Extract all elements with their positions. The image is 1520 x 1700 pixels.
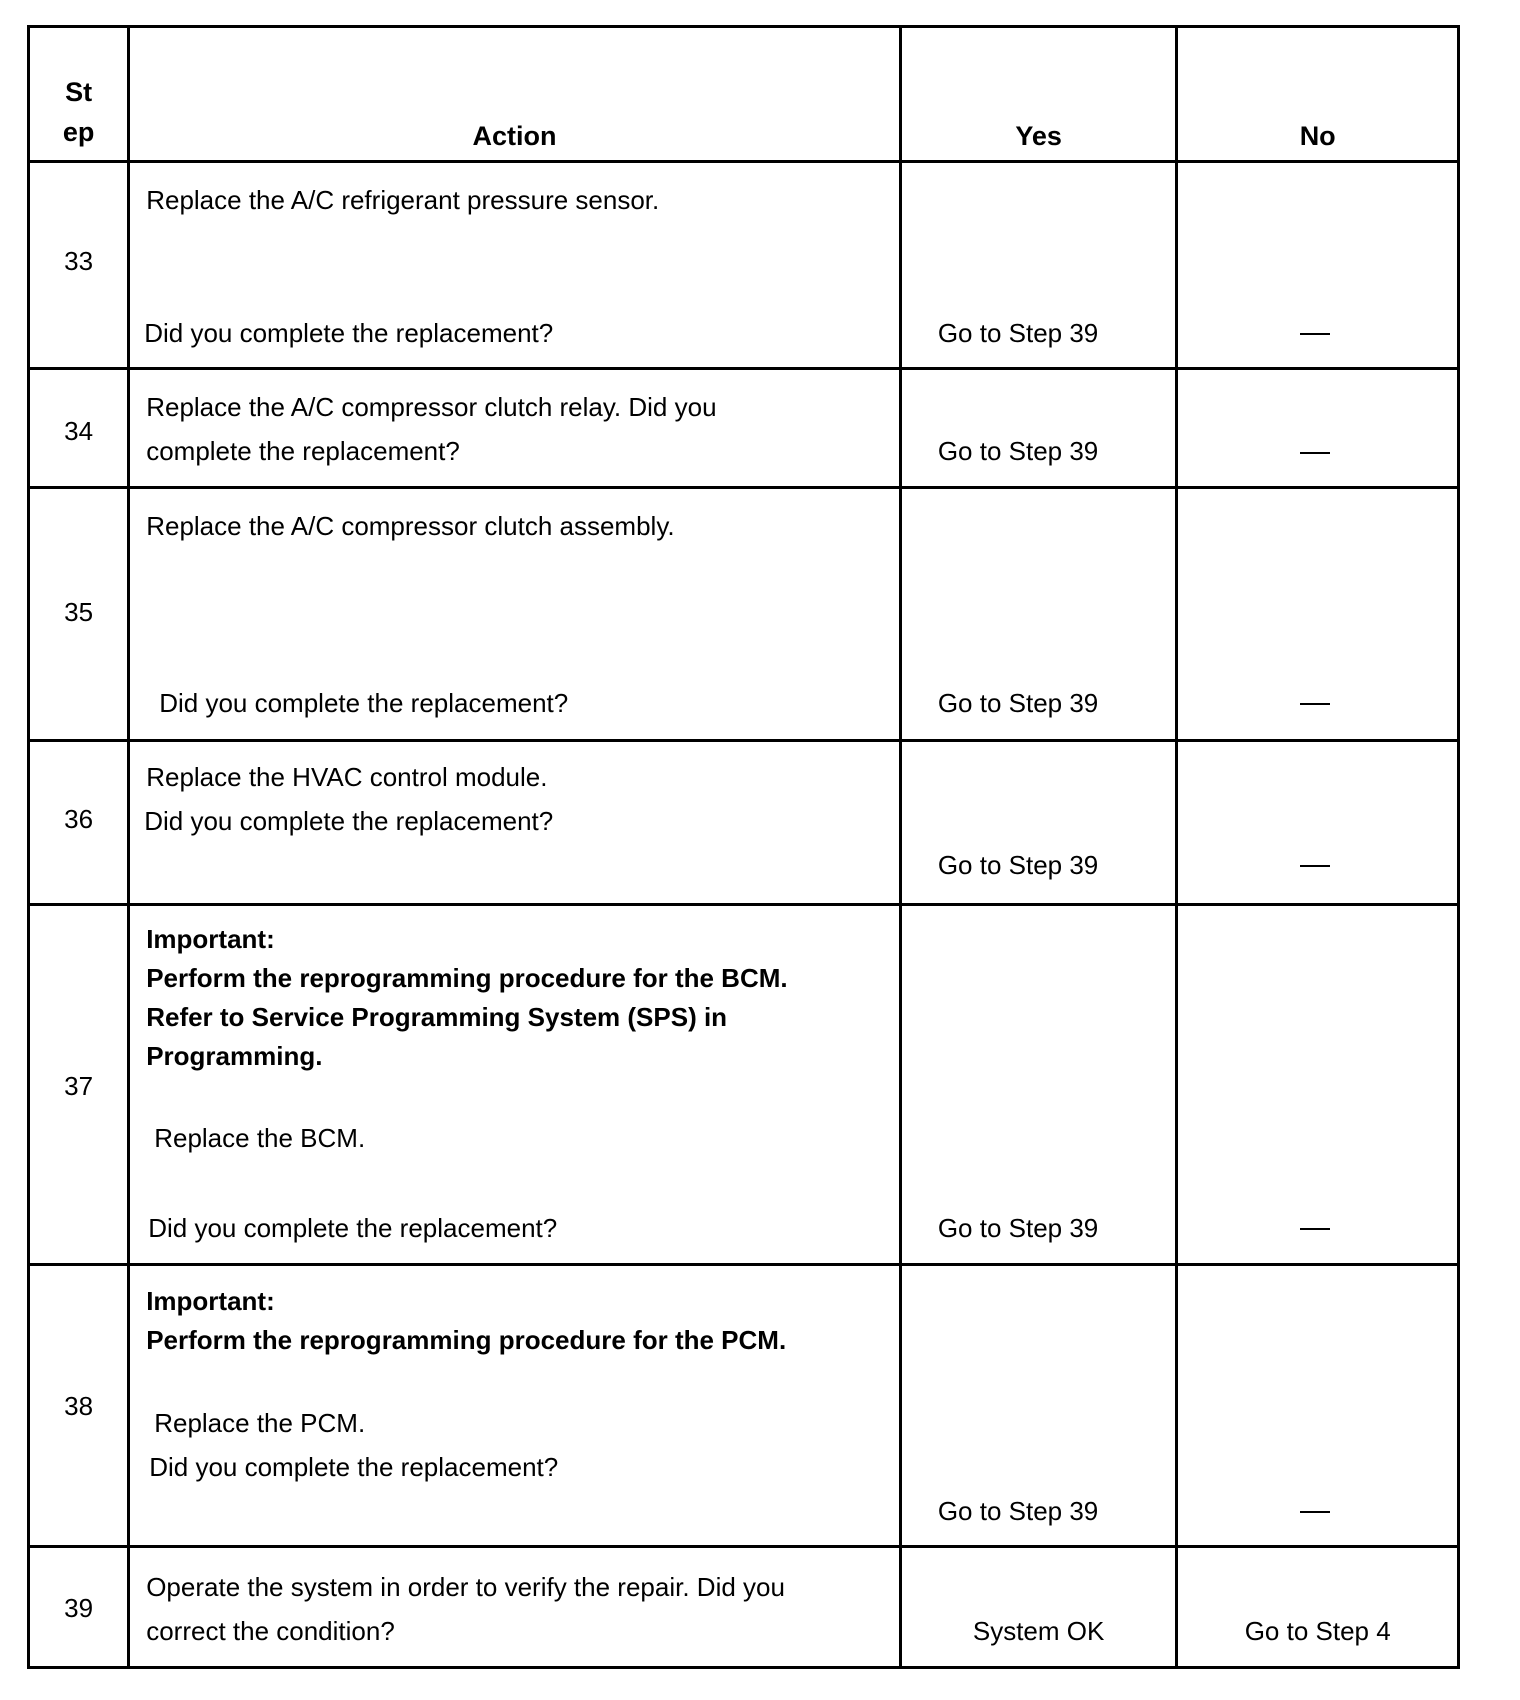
- header-row: [29, 27, 1459, 162]
- no-result-dash: [1300, 1511, 1330, 1513]
- yes-result: Go to Step 39: [937, 318, 1099, 348]
- action-cell: [129, 488, 901, 741]
- yes-cell: [900, 369, 1177, 488]
- step-number: 34: [64, 416, 94, 446]
- yes-cell: [900, 488, 1177, 741]
- action-text: Operate the system in order to verify the repair. Did you: [146, 1572, 785, 1602]
- yes-result: Go to Step 39: [937, 850, 1099, 880]
- action-cell: [129, 1265, 901, 1547]
- step-cell: [29, 1265, 129, 1547]
- no-result-dash: [1300, 865, 1330, 867]
- important-note: Programming.: [146, 1041, 323, 1071]
- no-cell: [1177, 741, 1459, 905]
- no-result: Go to Step 4: [1244, 1616, 1391, 1646]
- yes-cell: [900, 1265, 1177, 1547]
- yes-result: Go to Step 39: [937, 1213, 1099, 1243]
- step-number: 35: [64, 597, 94, 627]
- step-cell: [29, 741, 129, 905]
- yes-result: Go to Step 39: [937, 436, 1099, 466]
- step-cell: [29, 369, 129, 488]
- table-row: [29, 1547, 1459, 1668]
- important-note: Perform the reprogramming procedure for the PCM.: [146, 1325, 787, 1355]
- important-label: Important:: [146, 1286, 275, 1316]
- step-cell: [29, 488, 129, 741]
- no-cell: [1177, 369, 1459, 488]
- action-question: Did you complete the replacement?: [149, 1452, 559, 1482]
- step-cell: [29, 1547, 129, 1668]
- action-text: Replace the A/C compressor clutch relay. Did you: [146, 392, 717, 422]
- header-no: No: [1177, 27, 1459, 162]
- no-result-dash: [1300, 333, 1330, 335]
- step-number: 38: [64, 1391, 94, 1421]
- header-yes: Yes: [900, 27, 1177, 162]
- header-step-line-1: St: [65, 77, 93, 107]
- no-result-dash: [1300, 452, 1330, 454]
- action-cell: [129, 1547, 901, 1668]
- yes-result: Go to Step 39: [937, 688, 1099, 718]
- step-cell: [29, 905, 129, 1265]
- step-cell: [29, 162, 129, 369]
- table-row: [29, 488, 1459, 741]
- yes-cell: [900, 162, 1177, 369]
- action-question: correct the condition?: [146, 1616, 395, 1646]
- header-action: Action: [129, 27, 901, 162]
- no-cell: [1177, 905, 1459, 1265]
- action-text: Replace the A/C refrigerant pressure sensor.: [146, 185, 660, 215]
- yes-result: Go to Step 39: [937, 1496, 1099, 1526]
- table-row: [29, 741, 1459, 905]
- step-number: 37: [64, 1071, 94, 1101]
- action-text: Replace the BCM.: [154, 1123, 366, 1153]
- table-row: [29, 162, 1459, 369]
- header-step-line-2: ep: [62, 117, 95, 147]
- action-question: complete the replacement?: [146, 436, 460, 466]
- yes-result: System OK: [972, 1616, 1105, 1646]
- action-text: Replace the HVAC control module.: [146, 762, 548, 792]
- yes-cell: [900, 741, 1177, 905]
- no-cell: [1177, 1547, 1459, 1668]
- action-cell: [129, 369, 901, 488]
- no-result-dash: [1300, 703, 1330, 705]
- step-number: 39: [64, 1593, 94, 1623]
- action-cell: [129, 905, 901, 1265]
- table-row: [29, 1265, 1459, 1547]
- no-result-dash: [1300, 1228, 1330, 1230]
- table-row: [29, 905, 1459, 1265]
- yes-cell: [900, 905, 1177, 1265]
- important-note: Perform the reprogramming procedure for the BCM.: [146, 963, 788, 993]
- step-number: 36: [64, 804, 94, 834]
- diagnostic-table: [27, 25, 1460, 1669]
- no-cell: [1177, 162, 1459, 369]
- action-text: Replace the PCM.: [154, 1408, 366, 1438]
- action-text: Replace the A/C compressor clutch assembly.: [146, 511, 675, 541]
- important-note: Refer to Service Programming System (SPS) in: [146, 1002, 728, 1032]
- header-step: [29, 27, 129, 162]
- action-question: Did you complete the replacement?: [144, 318, 554, 348]
- action-cell: [129, 162, 901, 369]
- table-row: [29, 369, 1459, 488]
- step-number: 33: [64, 246, 94, 276]
- action-question: Did you complete the replacement?: [159, 688, 569, 718]
- important-label: Important:: [146, 924, 275, 954]
- action-question: Did you complete the replacement?: [144, 806, 554, 836]
- action-cell: [129, 741, 901, 905]
- yes-cell: [900, 1547, 1177, 1668]
- action-question: Did you complete the replacement?: [148, 1213, 558, 1243]
- no-cell: [1177, 1265, 1459, 1547]
- no-cell: [1177, 488, 1459, 741]
